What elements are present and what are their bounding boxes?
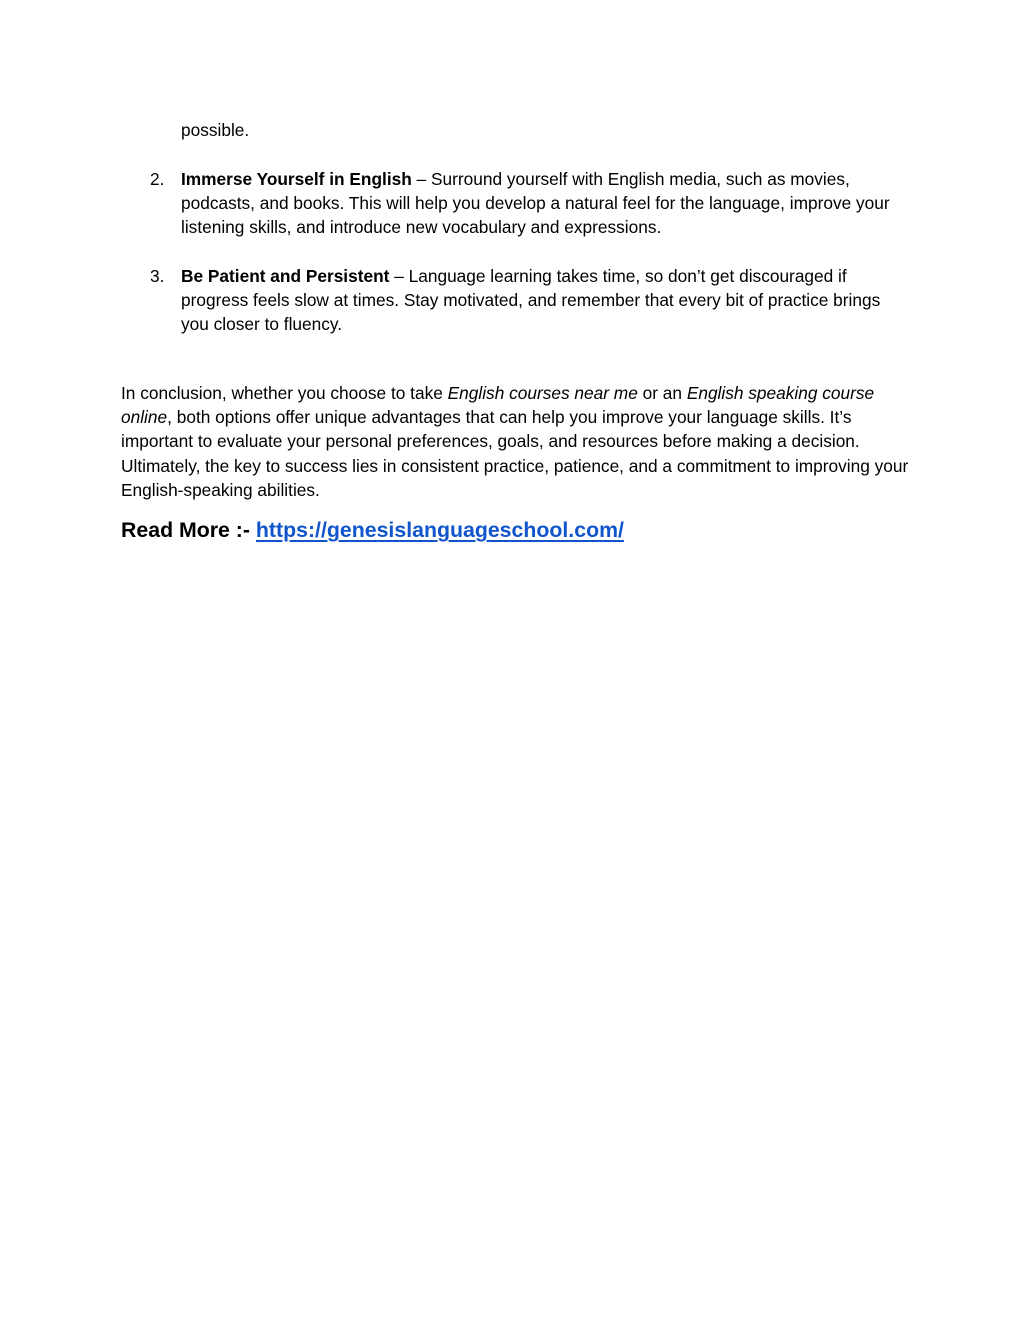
list-item-body: – Surround yourself with English media, such as movies, podcasts, and books. This will help you develop a natural feel for the language, improve your listening skills, and introduce new vocabulary and expressions. — [181, 168, 890, 238]
list-item-heading: Immerse Yourself in English — [181, 168, 412, 189]
list-item — [121, 167, 911, 240]
conclusion-paragraph — [121, 381, 911, 502]
document-content — [121, 118, 911, 544]
continuation-text: possible. — [181, 120, 250, 140]
list-item-number: 2. — [150, 168, 165, 189]
conclusion-text-2: or an — [637, 382, 687, 403]
list-item-text — [181, 169, 890, 238]
read-more-link[interactable]: https://genesislanguageschool.com/ — [255, 518, 624, 543]
list-item-heading: Be Patient and Persistent — [181, 265, 390, 286]
read-more-line — [121, 516, 911, 544]
list-item-body: – Language learning takes time, so don’t get discouraged if progress feels slow at times. Stay motivated, and remember that every bit of practice brings you closer to fluency. — [181, 265, 881, 335]
conclusion-text-3: , both options offer unique advantages that can help you improve your language skills. It’s important to evaluate your personal preferences, goals, and resources before making a decision. Ultimately, the key to success lies in consistent practice, patience, and a commitment to improving your English-speaking abilities. — [121, 406, 909, 500]
conclusion-italic-1: English courses near me — [447, 382, 638, 403]
conclusion-italic-2: English speaking course online — [121, 382, 875, 427]
numbered-list — [121, 167, 911, 337]
list-item-text — [181, 266, 880, 335]
read-more-label: Read More :- — [121, 518, 256, 543]
list-item-number: 3. — [150, 265, 165, 286]
list-item — [121, 264, 911, 337]
conclusion-text-1: In conclusion, whether you choose to take — [121, 382, 448, 403]
